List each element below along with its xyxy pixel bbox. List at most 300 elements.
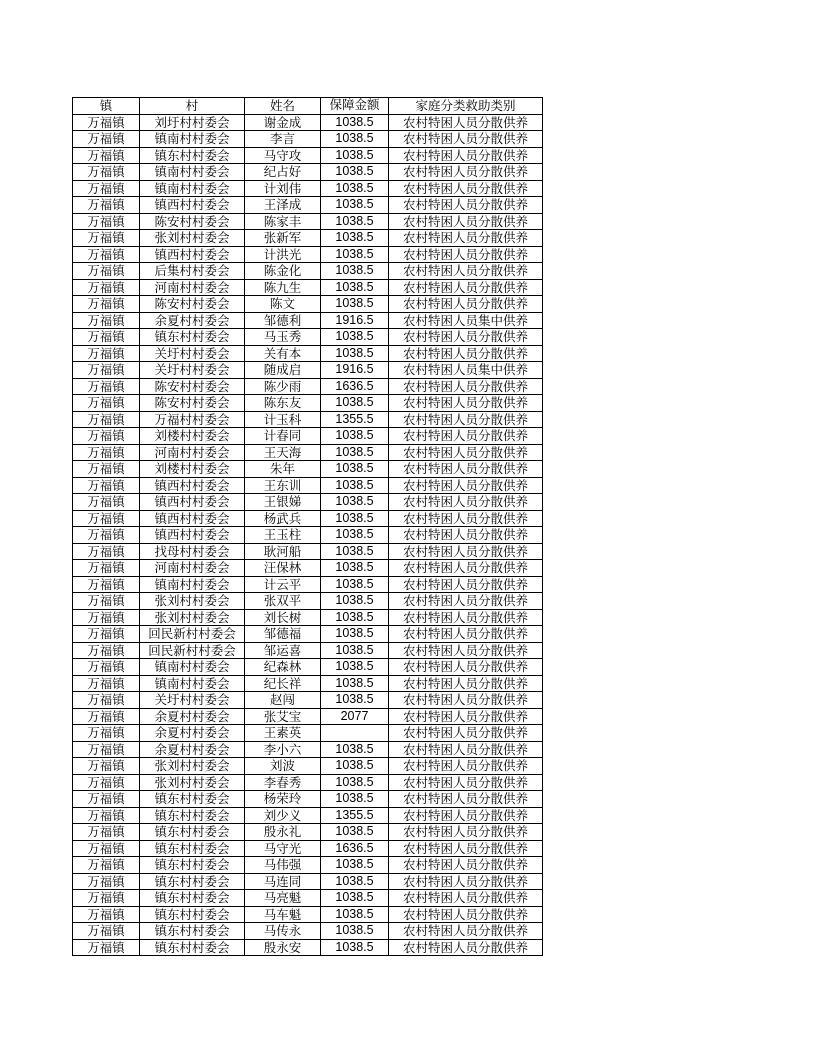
cell-village: 河南村村委会 <box>140 279 245 296</box>
cell-town: 万福镇 <box>73 263 140 280</box>
cell-village: 镇东村村委会 <box>140 923 245 940</box>
cell-town: 万福镇 <box>73 675 140 692</box>
cell-name: 王素英 <box>245 725 321 742</box>
cell-category: 农村特困人员分散供养 <box>389 296 543 313</box>
cell-village: 镇西村村委会 <box>140 527 245 544</box>
table-row <box>73 741 543 758</box>
cell-village: 镇西村村委会 <box>140 510 245 527</box>
cell-village: 余夏村村委会 <box>140 708 245 725</box>
table-row <box>73 147 543 164</box>
cell-village: 刘圩村村委会 <box>140 114 245 131</box>
cell-category: 农村特困人员分散供养 <box>389 857 543 874</box>
cell-category: 农村特困人员分散供养 <box>389 477 543 494</box>
cell-category: 农村特困人员分散供养 <box>389 428 543 445</box>
cell-category: 农村特困人员分散供养 <box>389 791 543 808</box>
table-row <box>73 428 543 445</box>
cell-amount: 1038.5 <box>321 758 389 775</box>
table-row <box>73 791 543 808</box>
cell-name: 杨荣玲 <box>245 791 321 808</box>
table-row <box>73 906 543 923</box>
cell-amount: 1038.5 <box>321 576 389 593</box>
cell-town: 万福镇 <box>73 114 140 131</box>
cell-name: 王东训 <box>245 477 321 494</box>
relief-roster-table <box>72 97 543 956</box>
cell-amount: 1038.5 <box>321 279 389 296</box>
cell-amount: 1038.5 <box>321 939 389 956</box>
cell-category: 农村特困人员分散供养 <box>389 659 543 676</box>
cell-town: 万福镇 <box>73 923 140 940</box>
cell-village: 河南村村委会 <box>140 560 245 577</box>
cell-town: 万福镇 <box>73 642 140 659</box>
cell-name: 殷永安 <box>245 939 321 956</box>
cell-name: 计云平 <box>245 576 321 593</box>
cell-category: 农村特困人员分散供养 <box>389 692 543 709</box>
cell-name: 刘长树 <box>245 609 321 626</box>
cell-village: 万福村村委会 <box>140 411 245 428</box>
cell-amount: 1038.5 <box>321 527 389 544</box>
header-row <box>73 98 543 115</box>
cell-village: 镇东村村委会 <box>140 873 245 890</box>
cell-amount: 1038.5 <box>321 560 389 577</box>
cell-name: 刘少义 <box>245 807 321 824</box>
cell-town: 万福镇 <box>73 296 140 313</box>
cell-amount: 1038.5 <box>321 609 389 626</box>
cell-amount: 1038.5 <box>321 263 389 280</box>
table-row <box>73 576 543 593</box>
cell-village: 找母村村委会 <box>140 543 245 560</box>
cell-category: 农村特困人员分散供养 <box>389 461 543 478</box>
cell-category: 农村特困人员分散供养 <box>389 593 543 610</box>
cell-name: 张艾宝 <box>245 708 321 725</box>
table-row <box>73 329 543 346</box>
cell-amount: 1038.5 <box>321 246 389 263</box>
cell-amount: 1038.5 <box>321 659 389 676</box>
cell-amount: 1038.5 <box>321 296 389 313</box>
cell-town: 万福镇 <box>73 543 140 560</box>
cell-name: 马传永 <box>245 923 321 940</box>
cell-amount: 1038.5 <box>321 906 389 923</box>
cell-name: 邹德利 <box>245 312 321 329</box>
cell-amount: 1038.5 <box>321 213 389 230</box>
cell-name: 王泽成 <box>245 197 321 214</box>
cell-name: 陈金化 <box>245 263 321 280</box>
cell-category: 农村特困人员分散供养 <box>389 824 543 841</box>
cell-village: 后集村村委会 <box>140 263 245 280</box>
cell-category: 农村特困人员分散供养 <box>389 510 543 527</box>
cell-town: 万福镇 <box>73 428 140 445</box>
cell-name: 杨武兵 <box>245 510 321 527</box>
cell-village: 镇南村村委会 <box>140 164 245 181</box>
cell-village: 镇东村村委会 <box>140 147 245 164</box>
cell-category: 农村特困人员分散供养 <box>389 213 543 230</box>
cell-village: 镇西村村委会 <box>140 197 245 214</box>
cell-category: 农村特困人员分散供养 <box>389 180 543 197</box>
cell-category: 农村特困人员分散供养 <box>389 626 543 643</box>
cell-category: 农村特困人员分散供养 <box>389 246 543 263</box>
cell-village: 镇南村村委会 <box>140 180 245 197</box>
cell-name: 耿河船 <box>245 543 321 560</box>
cell-name: 计刘伟 <box>245 180 321 197</box>
cell-name: 赵闯 <box>245 692 321 709</box>
cell-category: 农村特困人员分散供养 <box>389 147 543 164</box>
cell-name: 王银娣 <box>245 494 321 511</box>
cell-village: 镇东村村委会 <box>140 890 245 907</box>
cell-village: 镇东村村委会 <box>140 840 245 857</box>
table-row <box>73 642 543 659</box>
cell-name: 马伟强 <box>245 857 321 874</box>
cell-village: 张刘村村委会 <box>140 230 245 247</box>
cell-town: 万福镇 <box>73 906 140 923</box>
cell-name: 陈九生 <box>245 279 321 296</box>
cell-town: 万福镇 <box>73 527 140 544</box>
cell-category: 农村特困人员分散供养 <box>389 642 543 659</box>
cell-village: 余夏村村委会 <box>140 725 245 742</box>
cell-amount: 1038.5 <box>321 510 389 527</box>
table-row <box>73 626 543 643</box>
cell-amount: 1038.5 <box>321 675 389 692</box>
cell-amount: 1916.5 <box>321 312 389 329</box>
cell-village: 余夏村村委会 <box>140 741 245 758</box>
table-row <box>73 890 543 907</box>
cell-town: 万福镇 <box>73 147 140 164</box>
cell-town: 万福镇 <box>73 626 140 643</box>
cell-town: 万福镇 <box>73 180 140 197</box>
cell-town: 万福镇 <box>73 164 140 181</box>
cell-town: 万福镇 <box>73 758 140 775</box>
cell-town: 万福镇 <box>73 329 140 346</box>
table-row <box>73 659 543 676</box>
cell-village: 陈安村村委会 <box>140 378 245 395</box>
cell-category: 农村特困人员分散供养 <box>389 329 543 346</box>
cell-town: 万福镇 <box>73 791 140 808</box>
cell-village: 关圩村村委会 <box>140 692 245 709</box>
cell-town: 万福镇 <box>73 395 140 412</box>
cell-town: 万福镇 <box>73 873 140 890</box>
cell-village: 张刘村村委会 <box>140 774 245 791</box>
cell-name: 纪长祥 <box>245 675 321 692</box>
table-row <box>73 411 543 428</box>
cell-name: 陈文 <box>245 296 321 313</box>
cell-village: 余夏村村委会 <box>140 312 245 329</box>
table-row <box>73 378 543 395</box>
cell-name: 纪森林 <box>245 659 321 676</box>
cell-village: 镇西村村委会 <box>140 494 245 511</box>
cell-amount: 1038.5 <box>321 741 389 758</box>
table-row <box>73 197 543 214</box>
cell-category: 农村特困人员分散供养 <box>389 708 543 725</box>
cell-name: 计玉科 <box>245 411 321 428</box>
cell-amount: 1038.5 <box>321 692 389 709</box>
cell-town: 万福镇 <box>73 725 140 742</box>
cell-town: 万福镇 <box>73 477 140 494</box>
cell-category: 农村特困人员分散供养 <box>389 560 543 577</box>
cell-amount: 1038.5 <box>321 147 389 164</box>
cell-village: 张刘村村委会 <box>140 593 245 610</box>
cell-category: 农村特困人员分散供养 <box>389 890 543 907</box>
cell-amount: 1038.5 <box>321 494 389 511</box>
table-row <box>73 510 543 527</box>
cell-amount: 1038.5 <box>321 345 389 362</box>
cell-category: 农村特困人员分散供养 <box>389 840 543 857</box>
cell-village: 刘楼村村委会 <box>140 428 245 445</box>
cell-category: 农村特困人员分散供养 <box>389 378 543 395</box>
cell-village: 镇南村村委会 <box>140 131 245 148</box>
cell-name: 关有本 <box>245 345 321 362</box>
cell-name: 马玉秀 <box>245 329 321 346</box>
table-row <box>73 675 543 692</box>
cell-town: 万福镇 <box>73 362 140 379</box>
cell-village: 关圩村村委会 <box>140 345 245 362</box>
cell-category: 农村特困人员分散供养 <box>389 576 543 593</box>
cell-town: 万福镇 <box>73 609 140 626</box>
cell-category: 农村特困人员分散供养 <box>389 411 543 428</box>
cell-category: 农村特困人员分散供养 <box>389 675 543 692</box>
cell-village: 张刘村村委会 <box>140 758 245 775</box>
table-row <box>73 527 543 544</box>
cell-village: 镇东村村委会 <box>140 329 245 346</box>
cell-village: 陈安村村委会 <box>140 395 245 412</box>
cell-town: 万福镇 <box>73 659 140 676</box>
cell-category: 农村特困人员分散供养 <box>389 164 543 181</box>
cell-category: 农村特困人员分散供养 <box>389 725 543 742</box>
cell-name: 王天海 <box>245 444 321 461</box>
cell-category: 农村特困人员分散供养 <box>389 741 543 758</box>
cell-village: 镇东村村委会 <box>140 807 245 824</box>
table-row <box>73 939 543 956</box>
cell-village: 镇南村村委会 <box>140 675 245 692</box>
cell-amount: 1038.5 <box>321 824 389 841</box>
cell-category: 农村特困人员分散供养 <box>389 345 543 362</box>
cell-category: 农村特困人员分散供养 <box>389 906 543 923</box>
cell-name: 陈少雨 <box>245 378 321 395</box>
cell-town: 万福镇 <box>73 807 140 824</box>
header-name: 姓名 <box>245 98 321 115</box>
table-row <box>73 692 543 709</box>
cell-name: 陈家丰 <box>245 213 321 230</box>
cell-amount: 2077 <box>321 708 389 725</box>
table-row <box>73 840 543 857</box>
cell-name: 殷永礼 <box>245 824 321 841</box>
cell-amount: 1038.5 <box>321 114 389 131</box>
cell-village: 镇南村村委会 <box>140 576 245 593</box>
cell-town: 万福镇 <box>73 774 140 791</box>
cell-town: 万福镇 <box>73 708 140 725</box>
header-town: 镇 <box>73 98 140 115</box>
cell-town: 万福镇 <box>73 246 140 263</box>
table-row <box>73 758 543 775</box>
cell-village: 河南村村委会 <box>140 444 245 461</box>
cell-category: 农村特困人员分散供养 <box>389 873 543 890</box>
cell-category: 农村特困人员分散供养 <box>389 923 543 940</box>
table-row <box>73 560 543 577</box>
cell-village: 镇西村村委会 <box>140 246 245 263</box>
cell-amount: 1038.5 <box>321 197 389 214</box>
cell-amount: 1038.5 <box>321 923 389 940</box>
cell-amount <box>321 725 389 742</box>
table-row <box>73 774 543 791</box>
table-row <box>73 494 543 511</box>
table-row <box>73 312 543 329</box>
cell-amount: 1038.5 <box>321 857 389 874</box>
header-category: 家庭分类救助类别 <box>389 98 543 115</box>
table-row <box>73 461 543 478</box>
table-row <box>73 180 543 197</box>
cell-category: 农村特困人员分散供养 <box>389 609 543 626</box>
cell-category: 农村特困人员分散供养 <box>389 230 543 247</box>
cell-amount: 1038.5 <box>321 164 389 181</box>
cell-town: 万福镇 <box>73 840 140 857</box>
cell-category: 农村特困人员分散供养 <box>389 807 543 824</box>
cell-amount: 1916.5 <box>321 362 389 379</box>
cell-category: 农村特困人员分散供养 <box>389 263 543 280</box>
table-row <box>73 279 543 296</box>
cell-village: 回民新村村委会 <box>140 642 245 659</box>
cell-amount: 1038.5 <box>321 461 389 478</box>
cell-amount: 1038.5 <box>321 543 389 560</box>
cell-amount: 1038.5 <box>321 395 389 412</box>
cell-amount: 1038.5 <box>321 774 389 791</box>
header-amount: 保障金额 <box>321 98 389 115</box>
cell-town: 万福镇 <box>73 890 140 907</box>
cell-category: 农村特困人员分散供养 <box>389 131 543 148</box>
cell-village: 镇东村村委会 <box>140 857 245 874</box>
cell-amount: 1038.5 <box>321 230 389 247</box>
table-row <box>73 114 543 131</box>
cell-village: 镇西村村委会 <box>140 477 245 494</box>
cell-category: 农村特困人员集中供养 <box>389 362 543 379</box>
header-village: 村 <box>140 98 245 115</box>
table-row <box>73 807 543 824</box>
cell-amount: 1355.5 <box>321 807 389 824</box>
cell-town: 万福镇 <box>73 131 140 148</box>
cell-name: 马亮魁 <box>245 890 321 907</box>
cell-amount: 1038.5 <box>321 131 389 148</box>
cell-town: 万福镇 <box>73 230 140 247</box>
cell-town: 万福镇 <box>73 576 140 593</box>
cell-name: 邹运喜 <box>245 642 321 659</box>
cell-name: 纪占好 <box>245 164 321 181</box>
cell-amount: 1636.5 <box>321 840 389 857</box>
cell-village: 陈安村村委会 <box>140 296 245 313</box>
cell-name: 李小六 <box>245 741 321 758</box>
table-row <box>73 444 543 461</box>
cell-category: 农村特困人员分散供养 <box>389 527 543 544</box>
cell-town: 万福镇 <box>73 378 140 395</box>
cell-category: 农村特困人员分散供养 <box>389 939 543 956</box>
table-body <box>73 114 543 956</box>
table-row <box>73 923 543 940</box>
cell-village: 镇南村村委会 <box>140 659 245 676</box>
cell-amount: 1038.5 <box>321 477 389 494</box>
cell-town: 万福镇 <box>73 213 140 230</box>
cell-category: 农村特困人员分散供养 <box>389 774 543 791</box>
cell-name: 计春同 <box>245 428 321 445</box>
cell-town: 万福镇 <box>73 494 140 511</box>
cell-village: 关圩村村委会 <box>140 362 245 379</box>
table-row <box>73 593 543 610</box>
cell-name: 张双平 <box>245 593 321 610</box>
cell-town: 万福镇 <box>73 560 140 577</box>
cell-name: 汪保林 <box>245 560 321 577</box>
cell-name: 马车魁 <box>245 906 321 923</box>
cell-town: 万福镇 <box>73 593 140 610</box>
table-row <box>73 362 543 379</box>
cell-amount: 1038.5 <box>321 444 389 461</box>
cell-name: 王玉柱 <box>245 527 321 544</box>
cell-category: 农村特困人员分散供养 <box>389 197 543 214</box>
table-row <box>73 543 543 560</box>
cell-name: 张新军 <box>245 230 321 247</box>
cell-amount: 1355.5 <box>321 411 389 428</box>
cell-amount: 1038.5 <box>321 593 389 610</box>
cell-village: 刘楼村村委会 <box>140 461 245 478</box>
cell-amount: 1038.5 <box>321 626 389 643</box>
table-row <box>73 824 543 841</box>
cell-amount: 1038.5 <box>321 180 389 197</box>
cell-amount: 1636.5 <box>321 378 389 395</box>
cell-category: 农村特困人员分散供养 <box>389 279 543 296</box>
cell-category: 农村特困人员集中供养 <box>389 312 543 329</box>
cell-village: 陈安村村委会 <box>140 213 245 230</box>
table-row <box>73 873 543 890</box>
cell-category: 农村特困人员分散供养 <box>389 444 543 461</box>
cell-village: 镇东村村委会 <box>140 824 245 841</box>
table-row <box>73 296 543 313</box>
cell-village: 回民新村村委会 <box>140 626 245 643</box>
cell-town: 万福镇 <box>73 444 140 461</box>
cell-town: 万福镇 <box>73 510 140 527</box>
cell-name: 马守光 <box>245 840 321 857</box>
table-row <box>73 230 543 247</box>
cell-town: 万福镇 <box>73 741 140 758</box>
cell-amount: 1038.5 <box>321 642 389 659</box>
cell-category: 农村特困人员分散供养 <box>389 114 543 131</box>
cell-town: 万福镇 <box>73 939 140 956</box>
table-row <box>73 213 543 230</box>
cell-name: 谢金成 <box>245 114 321 131</box>
cell-name: 邹德福 <box>245 626 321 643</box>
cell-name: 李言 <box>245 131 321 148</box>
cell-town: 万福镇 <box>73 279 140 296</box>
cell-category: 农村特困人员分散供养 <box>389 543 543 560</box>
table-row <box>73 345 543 362</box>
table-row <box>73 131 543 148</box>
cell-town: 万福镇 <box>73 461 140 478</box>
cell-amount: 1038.5 <box>321 890 389 907</box>
cell-town: 万福镇 <box>73 857 140 874</box>
cell-amount: 1038.5 <box>321 873 389 890</box>
cell-name: 陈东友 <box>245 395 321 412</box>
cell-town: 万福镇 <box>73 197 140 214</box>
cell-village: 镇东村村委会 <box>140 939 245 956</box>
table-row <box>73 263 543 280</box>
cell-name: 刘波 <box>245 758 321 775</box>
cell-town: 万福镇 <box>73 824 140 841</box>
table-row <box>73 477 543 494</box>
cell-town: 万福镇 <box>73 345 140 362</box>
table-row <box>73 857 543 874</box>
cell-category: 农村特困人员分散供养 <box>389 758 543 775</box>
table-row <box>73 164 543 181</box>
cell-town: 万福镇 <box>73 692 140 709</box>
cell-category: 农村特困人员分散供养 <box>389 395 543 412</box>
cell-village: 张刘村村委会 <box>140 609 245 626</box>
table-row <box>73 246 543 263</box>
table-row <box>73 609 543 626</box>
cell-village: 镇东村村委会 <box>140 791 245 808</box>
table-row <box>73 708 543 725</box>
cell-name: 李春秀 <box>245 774 321 791</box>
